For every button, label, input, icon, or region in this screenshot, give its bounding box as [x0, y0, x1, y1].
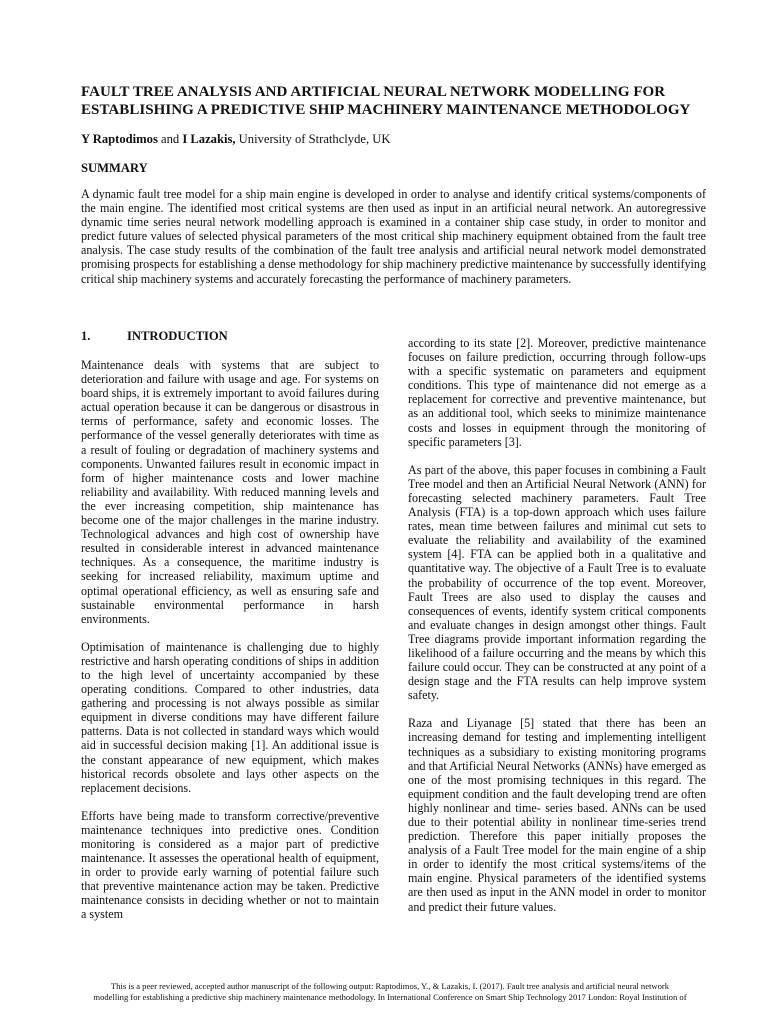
footer-line: modelling for establishing a predictive ship machinery maintenance methodology. In International Conference on Smart Ship Technology 2017 London: Royal Institution of — [93, 992, 687, 1002]
author-affiliation: University of Strathclyde, UK — [235, 132, 391, 146]
body-paragraph: according to its state [2]. Moreover, predictive maintenance focuses on failure prediction, occurring through follow-ups with a specific systematic on parameters and equipment conditions. This type of maintenance did not emerge as a replacement for corrective and preventive maintenance, but as an additional tool, which seeks to minimize maintenance costs and losses in equipment through the monitoring of specific parameters [3]. — [408, 336, 706, 449]
section-title: INTRODUCTION — [127, 329, 228, 343]
author-line — [81, 131, 701, 147]
body-paragraph: Raza and Liyanage [5] stated that there has been an increasing demand for testing and implementing intelligent techniques as a subsidiary to existing monitoring programs and that Artificial Neural Networks (ANNs) have emerged as one of the most promising techniques in this regard. The equipment condition and the fault developing trend are often highly nonlinear and time- series based. ANNs can be used due to their potential ability in nonlinear time-series trend prediction. Therefore this paper initially proposes the analysis of a Fault Tree model for the main engine of a ship in order to identify the most critical systems/items of the main engine. Physical parameters of the identified systems are then used as input in the ANN model in order to monitor and predict their future values. — [408, 716, 706, 914]
abstract-text: A dynamic fault tree model for a ship main engine is developed in order to analyse and identify critical systems/components of the main engine. The identified most critical systems are then used as input in an artificial neural network. An autoregressive dynamic time series neural network modelling approach is examined in a container ship case study, in order to monitor and predict future values of selected physical parameters of the most critical ship machinery equipment obtained from the fault tree analysis. The case study results of the combination of the fault tree analysis and artificial neural network model demonstrated promising prospects for establishing a dense methodology for ship machinery predictive maintenance by successfully identifying critical ship machinery systems and accurately forecasting the performance of machinery parameters. — [81, 187, 706, 286]
author-2: I Lazakis, — [182, 132, 236, 146]
right-column — [408, 336, 706, 928]
body-paragraph: As part of the above, this paper focuses in combining a Fault Tree model and then an Artificial Neural Network (ANN) for forecasting selected machinery parameters. Fault Tree Analysis (FTA) is a top-down approach which uses failure rates, mean time between failures and minimal cut sets to evaluate the reliability and availability of the examined system [4]. FTA can be applied both in a qualitative and quantitative way. The objective of a Fault Tree is to evaluate the probability of occurrence of the top event. Moreover, Fault Trees are also used to display the causes and consequences of events, identify system critical components and evaluate changes in design amongst other things. Fault Tree diagrams provide important information regarding the likelihood of a failure occurring and the means by which this failure could occur. They can be constructed at any point of a design stage and the FTA results can help improve system safety. — [408, 462, 706, 703]
paper-title: FAULT TREE ANALYSIS AND ARTIFICIAL NEURAL NETWORK MODELLING FOR ESTABLISHING A PREDICTIVE SHIP MACHINERY MAINTENANCE METHODOLOGY — [81, 84, 691, 118]
footer-line: This is a peer reviewed, accepted author manuscript of the following output: Raptodimos, Y., & Lazakis, I. (2017). Fault tree analysis and artificial neural network — [110, 981, 670, 991]
body-paragraph: Maintenance deals with systems that are subject to deterioration and failure with usage and age. For systems on board ships, it is extremely important to avoid failures during actual operation because it can be dangerous or disastrous in terms of performance, safety and economic losses. The performance of the vessel generally deteriorates with time as a result of fouling or degradation of machinery systems and components. Unwanted failures result in economic impact in form of higher maintenance costs and lower machine reliability and availability. With reduced manning levels and the ever increasing competition, ship maintenance has become one of the major challenges in the marine industry. Technological advances and high cost of ownership have resulted in considerable interest in advanced maintenance techniques. As a consequence, the maritime industry is seeking for increased reliability, maximum uptime and optimal operational efficiency, as well as ensuring safe and sustainable environmental performance in harsh environments. — [81, 358, 379, 626]
body-paragraph: Optimisation of maintenance is challenging due to highly restrictive and harsh operating conditions of ships in addition to the high level of uncertainty accompanied by these operating conditions. Compared to other industries, data gathering and processing is not always possible as similar equipment in diverse conditions may have different failure patterns. Data is not collected in standard ways which would aid in successful decision making [1]. An additional issue is the constant appearance of new equipment, which makes historical records obsolete and lays other aspects on the replacement decisions. — [81, 639, 379, 795]
author-conjunction: and — [157, 132, 183, 146]
section-heading — [81, 328, 379, 344]
author-1: Y Raptodimos — [81, 132, 158, 146]
section-number: 1. — [81, 329, 91, 343]
left-column — [81, 328, 379, 936]
body-paragraph: Efforts have being made to transform corrective/preventive maintenance techniques into predictive ones. Condition monitoring is considered as a major part of predictive maintenance. It assesses the operational health of equipment, in order to provide early warning of potential failure such that preventive maintenance action may be taken. Predictive maintenance consists in deciding whether or not to maintain a system — [81, 808, 379, 922]
page-footer-note — [60, 981, 720, 1003]
summary-heading: SUMMARY — [81, 161, 148, 175]
